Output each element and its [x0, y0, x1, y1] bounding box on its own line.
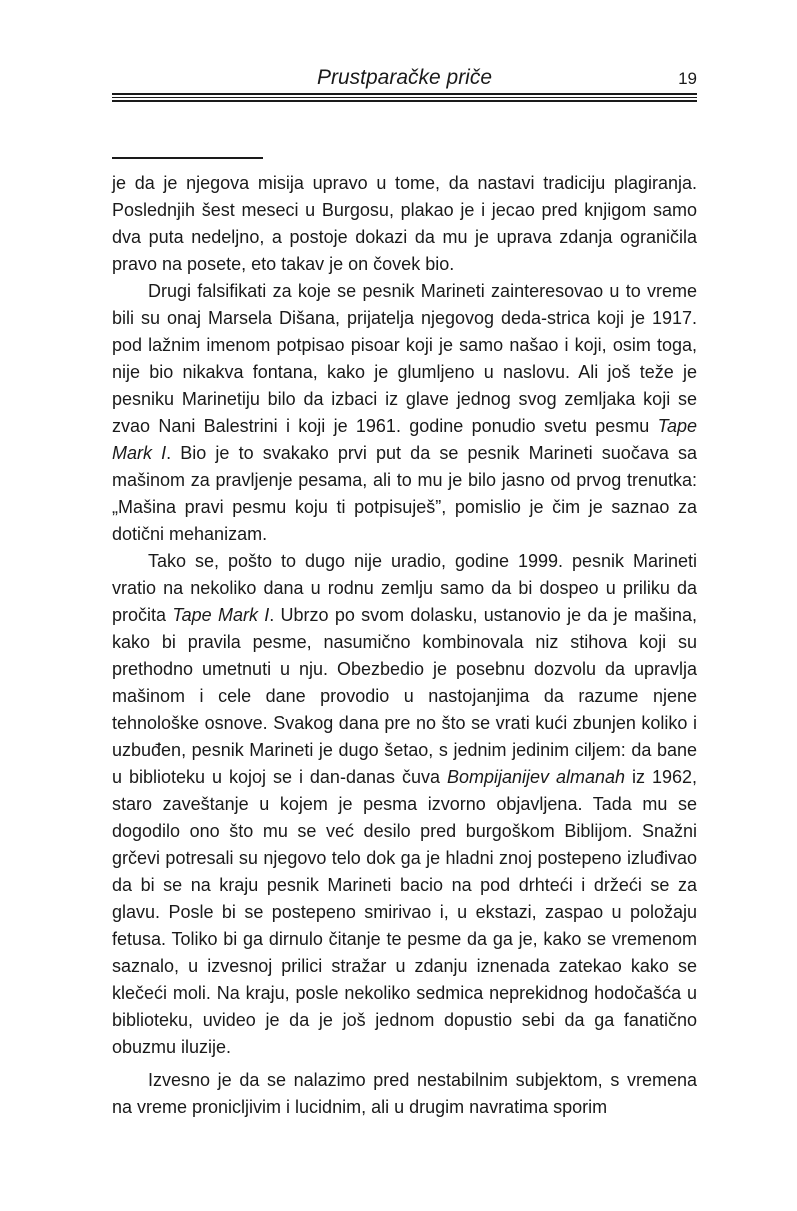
- header-rule-middle: [112, 97, 697, 98]
- paragraph-2-text-b: . Bio je to svakako prvi put da se pesnik Marineti suočava sa mašinom za pravljenje pesama, ali to mu je bilo jasno od prvog trenutka: „Mašina pravi pesmu koju ti potpisuješ”, pomislio je čim je saznao za dotični mehanizam.: [112, 443, 697, 544]
- header-rule-top: [112, 93, 697, 95]
- paragraph-1-text: je da je njegova misija upravo u tome, da nastavi tradiciju plagiranja. Poslednjih šest meseci u Burgosu, plakao je i jecao pred knjigom samo dva puta nedeljno, a postoje dokazi da mu je uprava zdanja ograničila pravo na posete, eto takav je on čovek bio.: [112, 173, 697, 274]
- paragraph-1: [112, 170, 697, 278]
- paragraph-3-text-b: . Ubrzo po svom dolasku, ustanovio je da je mašina, kako bi pravila pesme, nasumično kombinovala niz stihova koji su prethodno umetnuti u nju. Obezbedio je posebnu dozvolu da upravlja mašinom i cele dane provodio u nastojanjima da razume njene tehnološke osnove. Svakog dana pre no što se vrati kući zbunjen koliko i uzbuđen, pesnik Marineti je dugo šetao, s jednim jedinim ciljem: da bane u biblioteku u kojoj se i dan-danas čuva: [112, 605, 697, 787]
- page-header: [112, 64, 697, 94]
- paragraph-3-text-c: iz 1962, staro zaveštanje u kojem je pesma izvorno objavljena. Tada mu se dogodilo ono što mu se već desilo pred burgoškom Biblijom. Snažni grčevi potresali su njegovo telo dok ga je hladni znoj postepeno izluđivao da bi se na kraju pesnik Marineti bacio na pod drhteći i držeći se za glavu. Posle bi se postepeno smirivao i, u ekstazi, zaspao u položaju fetusa. Toliko bi ga dirnulo čitanje te pesme da ga je, kako se vremenom saznalo, u izvesnoj prilici stražar u zdanju iznenada zatekao kako se klečeći moli. Na kraju, posle nekoliko sedmica neprekidnog hodočašća u biblioteku, uvideo je da je još jednom dopustio sebi da ga fanatično obuzmu iluzije.: [112, 767, 698, 1057]
- header-rule-bottom: [112, 100, 697, 102]
- paragraph-4: [112, 1067, 697, 1121]
- italic-title-tape-mark: Tape Mark I: [112, 416, 697, 463]
- footnote-separator: [112, 157, 263, 159]
- paragraph-4-text: Izvesno je da se nalazimo pred nestabilnim subjektom, s vremena na vreme pronicljivim i lucidnim, ali u drugim navratima sporim: [112, 1070, 697, 1117]
- page-number: 19: [678, 69, 697, 88]
- running-title: Prustparačke priče: [316, 66, 493, 89]
- italic-title-almanah: Bompijanijev almanah: [446, 767, 626, 787]
- paragraph-3: [112, 548, 697, 1061]
- italic-title-tape-mark: Tape Mark I: [172, 605, 270, 625]
- paragraph-2: [112, 278, 697, 548]
- paragraph-2-text-a: Drugi falsifikati za koje se pesnik Marineti zainteresovao u to vreme bili su onaj Marsela Dišana, prijatelja njegovog deda-strica koji je 1917. pod lažnim imenom potpisao pisoar koji je samo našao i koji, osim toga, nije bio nikakva fontana, kako je glumljeno u naslovu. Ali još teže je pesniku Marinetiju bilo da izbaci iz glave jednog svog zemljaka koji se zvao Nani Balestrini i koji je 1961. godine ponudio svetu pesmu: [112, 281, 697, 436]
- body-text: [112, 170, 697, 1121]
- paragraph-3-text-a: Tako se, pošto to dugo nije uradio, godine 1999. pesnik Marineti vratio na nekoliko dana u rodnu zemlju samo da bi dospeo u priliku da pročita: [112, 551, 697, 625]
